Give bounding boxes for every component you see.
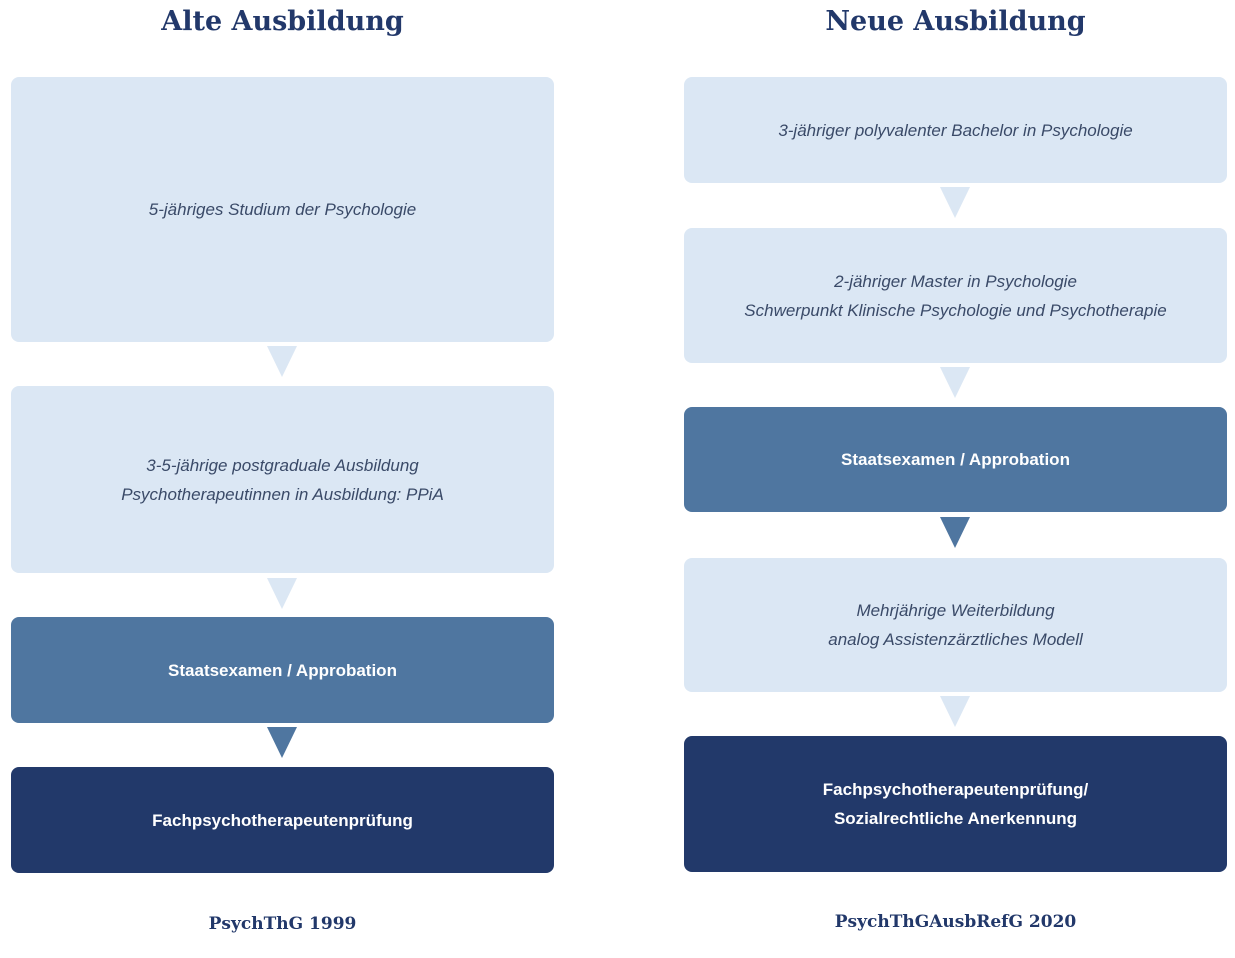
- right-step-weiterbildung: [684, 558, 1227, 692]
- left-step-postgraduale-line-2: Psychotherapeutinnen in Ausbildung: PPiA: [121, 484, 444, 504]
- right-column-title: Neue Ausbildung: [825, 6, 1086, 37]
- right-arrow-2: [940, 367, 970, 398]
- right-arrow-3: [940, 517, 970, 548]
- left-arrow-1: [267, 346, 297, 377]
- right-step-bachelor-line-1: 3-jähriger polyvalenter Bachelor in Psychologie: [778, 120, 1133, 140]
- left-arrow-3: [267, 727, 297, 758]
- left-step-postgraduale-line-1: 3-5-jährige postgraduale Ausbildung: [146, 455, 419, 475]
- right-step-staatsexamen: [684, 407, 1227, 512]
- left-arrow-2: [267, 578, 297, 609]
- right-step-weiterbildung-line-2: analog Assistenzärztliches Modell: [828, 630, 1083, 649]
- right-arrow-4: [940, 696, 970, 727]
- left-step-staatsexamen-line-1: Staatsexamen / Approbation: [168, 660, 397, 680]
- left-step-postgraduale-ausbildung: [11, 386, 554, 573]
- right-step-fachpruefung: [684, 736, 1227, 872]
- left-step-staatsexamen: [11, 617, 554, 723]
- left-column-footer: PsychThG 1999: [208, 914, 357, 934]
- right-arrow-1: [940, 187, 970, 218]
- right-step-master-line-1: 2-jähriger Master in Psychologie: [834, 271, 1077, 291]
- left-step-studium-line-1: 5-jähriges Studium der Psychologie: [148, 200, 417, 219]
- right-step-fachpruefung-line-2: Sozialrechtliche Anerkennung: [833, 809, 1078, 828]
- left-step-fachpruefung-line-1: Fachpsychotherapeutenprüfung: [152, 810, 413, 830]
- right-step-master: [684, 228, 1227, 363]
- right-step-fachpruefung-line-1: Fachpsychotherapeutenprüfung/: [822, 780, 1089, 799]
- right-step-weiterbildung-line-1: Mehrjährige Weiterbildung: [856, 601, 1055, 620]
- left-step-fachpruefung: [11, 767, 554, 873]
- right-step-master-line-2: Schwerpunkt Klinische Psychologie und Psychotherapie: [744, 300, 1167, 320]
- right-step-bachelor: [684, 77, 1227, 183]
- left-step-studium: [11, 77, 554, 342]
- right-step-staatsexamen-line-1: Staatsexamen / Approbation: [841, 450, 1070, 469]
- right-column-footer: PsychThGAusbRefG 2020: [834, 912, 1077, 932]
- left-column-title: Alte Ausbildung: [161, 6, 404, 37]
